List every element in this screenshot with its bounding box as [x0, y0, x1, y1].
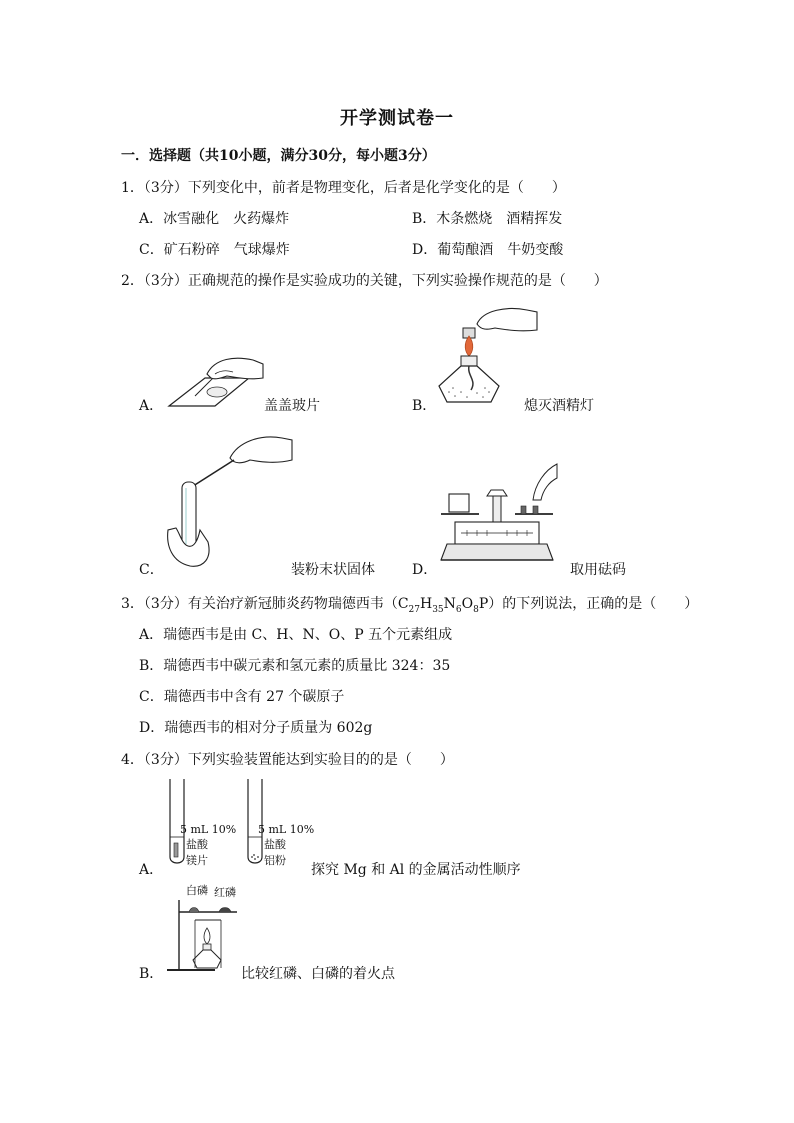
- question-1-option-a[interactable]: A．冰雪融化 火药爆炸: [139, 211, 290, 227]
- formula-n: N: [443, 596, 456, 612]
- question-4-caption-a: 探究 Mg 和 Al 的金属活动性顺序: [311, 862, 521, 878]
- right-tube-acid: 盐酸: [264, 838, 286, 851]
- question-3-option-d[interactable]: D．瑞德西韦的相对分子质量为 602g: [139, 720, 373, 736]
- question-1-option-d[interactable]: D．葡萄酿酒 牛奶变酸: [412, 242, 564, 258]
- left-tube-metal: 镁片: [186, 854, 208, 867]
- white-phosphorus-label: 白磷: [186, 884, 208, 897]
- formula-h: H: [419, 596, 433, 612]
- formula-h-count: 35: [432, 604, 444, 615]
- question-2-caption-d: 取用砝码: [570, 562, 626, 578]
- phosphorus-ignition-figure: [165, 898, 239, 976]
- formula-o: O: [461, 596, 474, 612]
- powder-test-tube-figure: [164, 430, 294, 575]
- left-tube-concentration: 5 mL 10%: [180, 823, 237, 836]
- question-4-stem: 4．（3分）下列实验装置能达到实验目的的是（ ）: [121, 752, 454, 768]
- formula-c-count: 27: [408, 604, 420, 615]
- page-title: 开学测试卷一: [340, 108, 454, 129]
- right-tube-metal: 铝粉: [264, 854, 286, 867]
- formula-p: P: [478, 596, 489, 612]
- question-2-caption-b: 熄灭酒精灯: [524, 398, 594, 414]
- section-heading: 一．选择题（共10小题，满分30分，每小题3分）: [121, 148, 436, 164]
- question-2-stem: 2．（3分）正确规范的操作是实验成功的关键，下列实验操作规范的是（ ）: [121, 273, 608, 289]
- question-2-caption-a: 盖盖玻片: [264, 398, 320, 414]
- cover-slip-figure: [165, 348, 265, 410]
- question-3-option-c[interactable]: C．瑞德西韦中含有 27 个碳原子: [139, 689, 345, 705]
- question-4-caption-b: 比较红磷、白磷的着火点: [241, 966, 395, 982]
- balance-weights-figure: [437, 460, 557, 572]
- formula-n-count: 6: [455, 604, 462, 615]
- question-2-option-a[interactable]: A．: [139, 398, 164, 414]
- question-1-option-b[interactable]: B．木条燃烧 酒精挥发: [412, 211, 563, 227]
- question-2-option-c[interactable]: C．: [139, 562, 164, 578]
- question-2-caption-c: 装粉末状固体: [291, 562, 375, 578]
- formula-o-count: 8: [473, 604, 479, 615]
- question-4-option-a[interactable]: A．: [139, 862, 164, 878]
- question-3-option-a[interactable]: A．瑞德西韦是由 C、H、N、O、P 五个元素组成: [139, 627, 453, 643]
- question-4-option-b[interactable]: B．: [139, 966, 164, 982]
- question-3-stem-post: ）的下列说法，正确的是（ ）: [488, 596, 699, 612]
- question-1-stem: 1．（3分）下列变化中，前者是物理变化，后者是化学变化的是（ ）: [121, 180, 566, 196]
- question-3-stem-pre: 3．（3分）有关治疗新冠肺炎药物瑞德西韦（C: [121, 596, 409, 612]
- question-1-option-c[interactable]: C．矿石粉碎 气球爆炸: [139, 242, 290, 258]
- red-phosphorus-label: 红磷: [214, 886, 236, 899]
- question-3-option-b[interactable]: B．瑞德西韦中碳元素和氢元素的质量比 324：35: [139, 658, 451, 674]
- alcohol-lamp-figure: [437, 304, 537, 410]
- left-tube-acid: 盐酸: [186, 838, 208, 851]
- right-tube-concentration: 5 mL 10%: [258, 823, 315, 836]
- question-2-option-d[interactable]: D．: [412, 562, 438, 578]
- question-3-stem: [121, 593, 698, 615]
- question-2-option-b[interactable]: B．: [412, 398, 437, 414]
